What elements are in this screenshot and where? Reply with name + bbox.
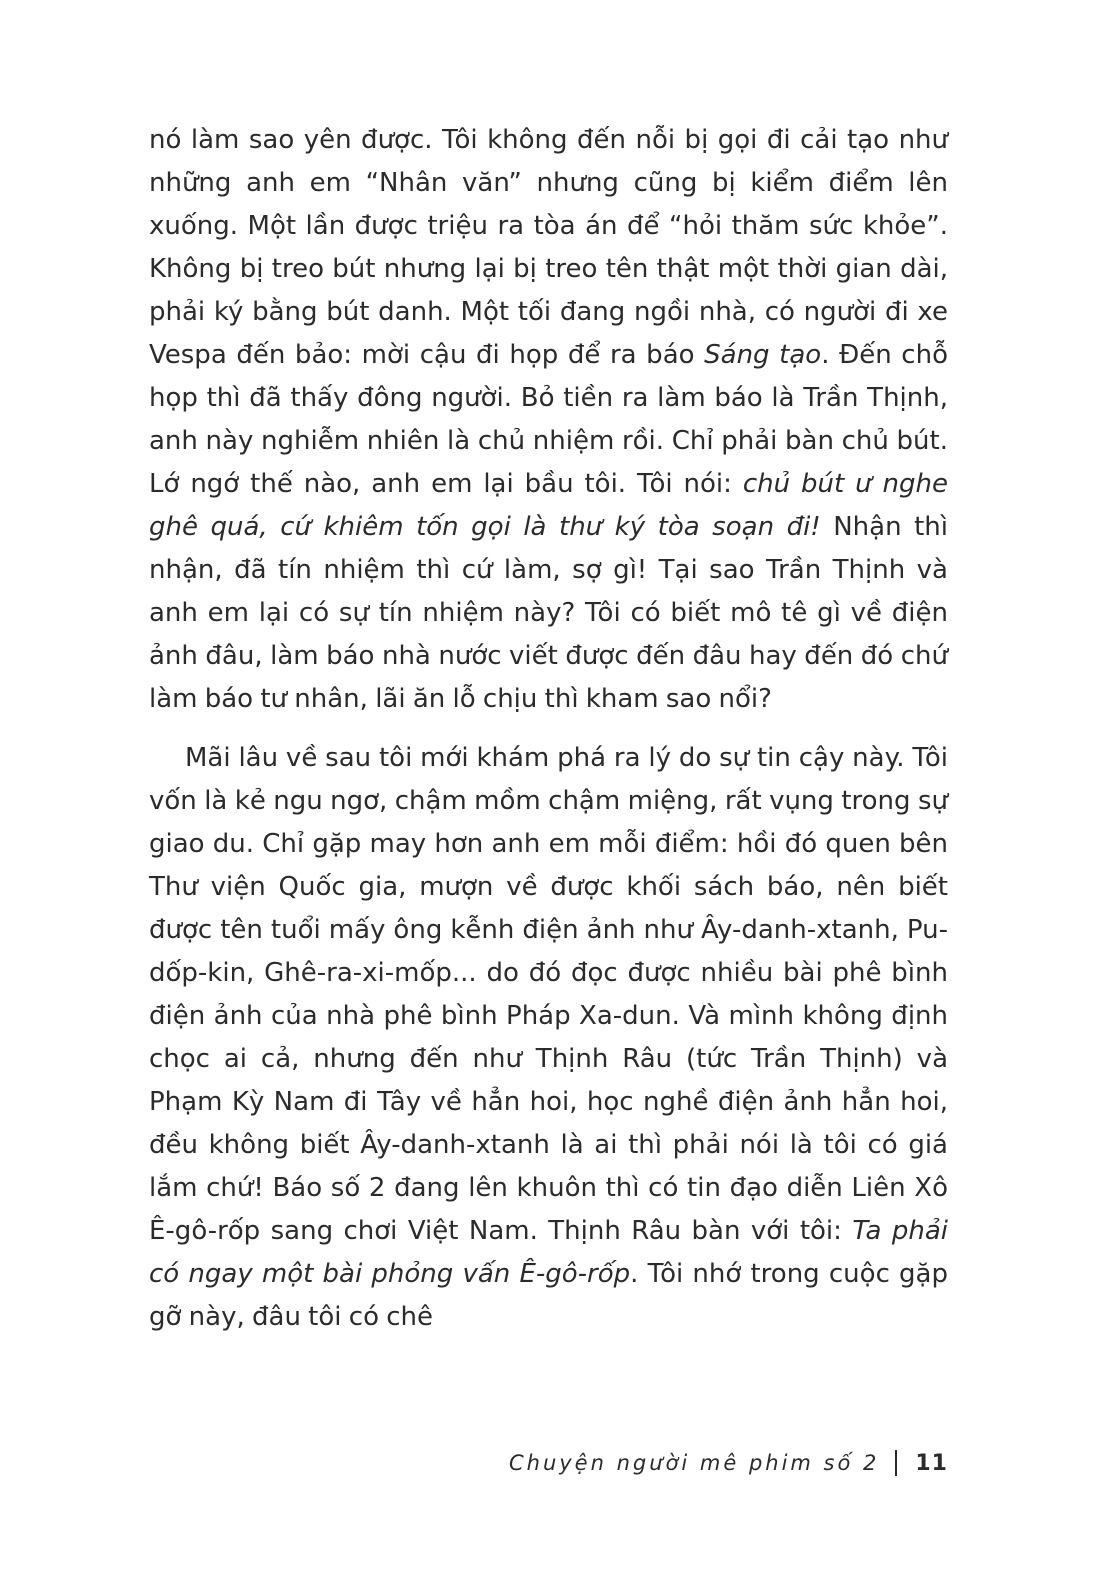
text-run: Mãi lâu về sau tôi mới khám phá ra lý do sự tin cậy này. Tôi vốn là kẻ ngu ngơ, chậm mồm chậm miệng, rất vụng trong sự giao du. Chỉ gặp may hơn anh em mỗi điểm: hồi đó quen bên Thư viện Quốc gia, mượn về được khối sách báo, nên biết được tên tuổi mấy ông kễnh điện ảnh như Ây-danh-xtanh, Pu-dốp-kin, Ghê-ra-xi-mốp... do đó đọc được nhiều bài phê bình điện ảnh của nhà phê bình Pháp Xa-dun. Và mình không định chọc ai cả, nhưng đến như Thịnh Râu (tức Trần Thịnh) và Phạm Kỳ Nam đi Tây về hẳn hoi, học nghề điện ảnh hẳn hoi, đều không biết Ây-danh-xtanh là ai thì phải nói là tôi có giá lắm chứ! Báo số 2 đang lên khuôn thì có tin đạo diễn Liên Xô Ê-gô-rốp sang chơi Việt Nam. Thịnh Râu bàn với tôi: [149, 743, 948, 1246]
page-number: 11 [915, 1450, 948, 1476]
paragraph-2 [149, 737, 948, 1339]
paragraph-1 [149, 119, 948, 721]
italic-text-run: chủ bút ư nghe ghê quá, cứ khiêm tốn gọi là thư ký tòa soạn đi! [149, 469, 948, 542]
text-run: Nhận thì nhận, đã tín nhiệm thì cứ làm, sợ gì! Tại sao Trần Thịnh và anh em lại có sự tín nhiệm này? Tôi có biết mô tê gì về điện ảnh đâu, làm báo nhà nước viết được đến đâu hay đến đó chứ làm báo tư nhân, lãi ăn lỗ chịu thì kham sao nổi? [149, 512, 948, 714]
italic-text-run: Sáng tạo [704, 340, 822, 370]
italic-text-run: Ta phải có ngay một bài phỏng vấn Ê-gô-rốp [149, 1216, 948, 1289]
text-run: . Đến chỗ họp thì đã thấy đông người. Bỏ tiền ra làm báo là Trần Thịnh, anh này nghiễm nhiên là chủ nhiệm rồi. Chỉ phải bàn chủ bút. Lớ ngớ thế nào, anh em lại bầu tôi. Tôi nói: [149, 340, 948, 499]
footer-book-title: Chuyện người mê phim số 2 [508, 1451, 880, 1475]
running-footer [509, 1443, 948, 1483]
footer-separator [895, 1450, 897, 1476]
page-body [149, 119, 948, 1339]
text-run: . Tôi nhớ trong cuộc gặp gỡ này, đâu tôi có chê [149, 1259, 948, 1332]
text-run: nó làm sao yên được. Tôi không đến nỗi bị gọi đi cải tạo như những anh em “Nhân văn” nhưng cũng bị kiểm điểm lên xuống. Một lần được triệu ra tòa án để “hỏi thăm sức khỏe”. Không bị treo bút nhưng lại bị treo tên thật một thời gian dài, phải ký bằng bút danh. Một tối đang ngồi nhà, có người đi xe Vespa đến bảo: mời cậu đi họp để ra báo [149, 125, 948, 370]
